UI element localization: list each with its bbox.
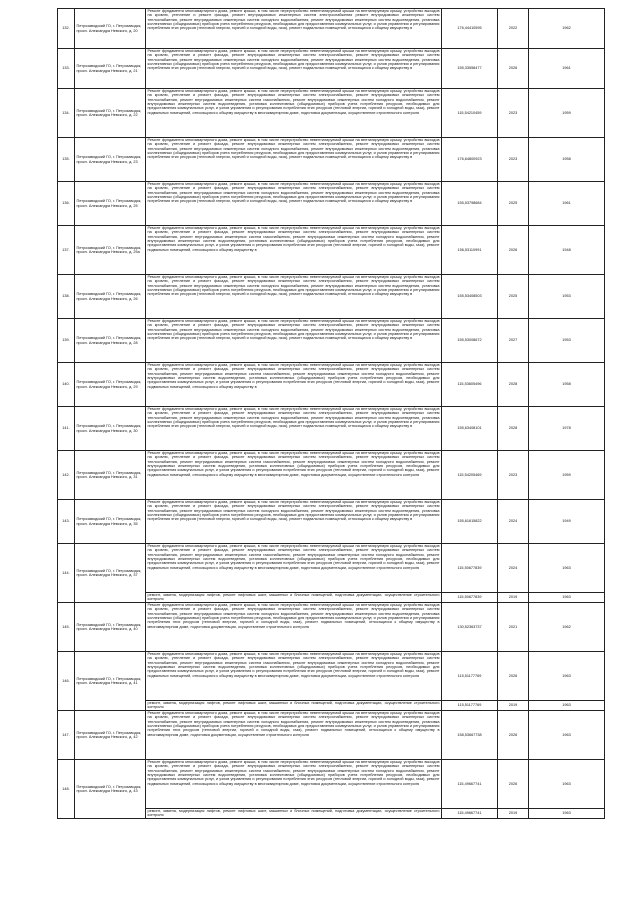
planned-year-cell: 2028 bbox=[498, 363, 529, 407]
table-row bbox=[58, 319, 605, 363]
row-number: 134. bbox=[58, 89, 75, 138]
address-cell: Петрозаводский ГО, г. Петрозаводск, просп. Александра Невского, д. 25а bbox=[75, 226, 146, 275]
work-description-cell: Ремонт фундамента многоквартирного дома, ремонт крыши, в том числе переустройство невентилируемой крыши на вентилируемую крышу, устройство выходов на кровлю, утепление и ремонт фасада, ремонт внутридомовых инженерных систем электроснабжения ремонт внутридомовых инженерных систем теплоснабжения, ремонт внутридомовых инженерных систем холодного водоснабжения, ремонт внутридомовых инженерных систем водоотведения, установка коллективных (общедомовых) приборов учета потребления ресурсов, необходимых для предоставления коммунальных услуг, и узлов управления и регулирования потребления этих ресурсов (тепловой энергии, горячей и холодной воды, газа), ремонт подвальных помещений, относящихся к общему имуществу в bbox=[146, 9, 442, 49]
cost-cell: 115,51177769 bbox=[442, 701, 498, 711]
work-description-cell: Ремонт фундамента многоквартирного дома, ремонт крыши, в том числе переустройство невентилируемой крыши на вентилируемую крышу, устройство выходов на кровлю, утепление и ремонт фасада, ремонт внутридомовых инженерных систем электроснабжения, ремонт внутридомовых инженерных систем теплоснабжения, ремонт внутридомовых инженерных систем газоснабжения, ремонт внутридомовых инженерных систем холодного водоснабжения, ремонт внутридомовых инженерных систем водоотведения, установка коллективных (общедомовых) приборов учета потребления ресурсов, необходимых для предоставления коммунальных услуг, и узлов управления и регулирования потребления этих ресурсов (тепловой энергии, горячей и холодной воды, газа), ремонт подвальных помещений, относящихся к общему имуществу в многоквартирном доме, подготовка документации, осуществление строительного контроля bbox=[146, 544, 442, 593]
cost-cell: 115,50677839 bbox=[442, 544, 498, 593]
table-row bbox=[58, 451, 605, 500]
planned-year-cell: 2019 bbox=[498, 809, 529, 819]
address-cell: Петрозаводский ГО, г. Петрозаводск, просп. Александра Невского, д. 31 bbox=[75, 451, 146, 500]
cost-cell: 156,53110991 bbox=[442, 226, 498, 275]
cost-cell: 115,49667741 bbox=[442, 809, 498, 819]
row-number: 144. bbox=[58, 544, 75, 603]
table-row bbox=[58, 275, 605, 319]
planned-year-cell: 2022 bbox=[498, 9, 529, 49]
table-row bbox=[58, 182, 605, 226]
work-description-cell: Ремонт фундамента многоквартирного дома, ремонт крыши, в том числе переустройство невентилируемой крыши на вентилируемую крышу, устройство выходов на кровлю, утепление и ремонт фасада, ремонт внутридомовых инженерных систем электроснабжения, ремонт внутридомовых инженерных систем теплоснабжения, ремонт внутридомовых инженерных систем холодного водоснабжения, ремонт внутридомовых инженерных систем водоотведения, установка коллективных (общедомовых) приборов учета потребления ресурсов, необходимых для предоставления коммунальных услуг, и узлов управления и регулирования потребления этих ресурсов (тепловой энергии, горячей и холодной воды, газа), ремонт подвальных помещений, относящихся к общему имуществу в bbox=[146, 182, 442, 226]
table-row bbox=[58, 603, 605, 652]
work-description-cell: Ремонт фундамента многоквартирного дома, ремонт крыши, в том числе переустройство невентилируемой крыши на вентилируемую крышу, устройство выходов на кровлю, утепление и ремонт фасада, ремонт внутридомовых инженерных систем электроснабжения, ремонт внутридомовых инженерных систем теплоснабжения, ремонт внутридомовых инженерных систем холодного водоснабжения, ремонт внутридомовых инженерных систем водоотведения, установка коллективных (общедомовых) приборов учета потребления ресурсов, необходимых для предоставления коммунальных услуг, и узлов управления и регулирования потребления этих ресурсов (тепловой энергии, горячей и холодной воды, газа), ремонт подвальных помещений, относящихся к общему имуществу в bbox=[146, 500, 442, 544]
row-number: 148. bbox=[58, 760, 75, 819]
work-description-cell: Ремонт фундамента многоквартирного дома, ремонт крыши, в том числе переустройство невентилируемой крыши на вентилируемую крышу, устройство выходов на кровлю, утепление и ремонт фасада, ремонт внутридомовых инженерных систем электроснабжения, ремонт внутридомовых инженерных систем теплоснабжения, ремонт внутридомовых инженерных систем холодного водоснабжения, ремонт внутридомовых инженерных систем водоотведения, установка коллективных (общедомовых) приборов учета потребления ресурсов, необходимых для предоставления коммунальных услуг, и узлов управления и регулирования потребления этих ресурсов (тепловой энергии, горячей и холодной воды, газа), ремонт подвальных помещений, относящихся к общему имуществу в bbox=[146, 275, 442, 319]
table-row bbox=[58, 138, 605, 182]
planned-year-cell: 2025 bbox=[498, 182, 529, 226]
work-description-cell: Ремонт фундамента многоквартирного дома, ремонт крыши, в том числе переустройство невентилируемой крыши на вентилируемую крышу, устройство выходов на кровлю, утепление и ремонт фасада, ремонт внутридомовых инженерных систем электроснабжения, ремонт внутридомовых инженерных систем теплоснабжения, ремонт внутридомовых инженерных систем газоснабжения, ремонт внутридомовых инженерных систем холодного водоснабжения, ремонт внутридомовых инженерных систем водоотведения, установка коллективных (общедомовых) приборов учета потребления ресурсов, необходимых для предоставления коммунальных услуг, и узлов управления и регулирования потребления этих ресурсов (тепловой энергии, горячей и холодной воды, газа), ремонт подвальных помещений, относящихся к общему имуществу в bbox=[146, 226, 442, 275]
work-description-cell: Ремонт фундамента многоквартирного дома, ремонт крыши, в том числе переустройство невентилируемой крыши на вентилируемую крышу, устройство выходов на кровлю, утепление и ремонт фасада, ремонт внутридомовых инженерных систем электроснабжения, ремонт внутридомовых инженерных систем теплоснабжения, ремонт внутридомовых инженерных систем газоснабжения, ремонт внутридомовых инженерных систем холодного водоснабжения, ремонт внутридомовых инженерных систем водоотведения, установка коллективных (общедомовых) приборов учета потребления ресурсов, необходимых для предоставления коммунальных услуг, и узлов управления и регулирования потребления этих ресурсов (тепловой энергии, горячей и холодной воды, газа), ремонт подвальных помещений, относящихся к общему имуществу в многоквартирном доме, подготовка документации, осуществление строительного контроля bbox=[146, 760, 442, 809]
table-row bbox=[58, 226, 605, 275]
build-year-cell: 1949 bbox=[529, 500, 605, 544]
address-cell: Петрозаводский ГО, г. Петрозаводск, просп. Александра Невского, д. 26 bbox=[75, 275, 146, 319]
address-cell: Петрозаводский ГО, г. Петрозаводск, просп. Александра Невского, д. 21 bbox=[75, 49, 146, 89]
cost-cell: 115,50677839 bbox=[442, 593, 498, 603]
build-year-cell: 1963 bbox=[529, 544, 605, 593]
build-year-cell: 1953 bbox=[529, 275, 605, 319]
planned-year-cell: 2023 bbox=[498, 89, 529, 138]
planned-year-cell: 2026 bbox=[498, 49, 529, 89]
work-description-cell: Ремонт фундамента многоквартирного дома, ремонт крыши, в том числе переустройство невентилируемой крыши на вентилируемую крышу, устройство выходов на кровлю, утепление и ремонт фасада, ремонт внутридомовых инженерных систем электроснабжения, ремонт внутридомовых инженерных систем теплоснабжения, ремонт внутридомовых инженерных систем газоснабжения, ремонт внутридомовых инженерных систем холодного водоснабжения, ремонт внутридомовых инженерных систем водоотведения, установка коллективных (общедомовых) приборов учета потребления ресурсов, необходимых для предоставления коммунальных услуг, и узлов управления и регулирования потребления этих ресурсов (тепловой энергии, горячей и холодной воды, газа), ремонт подвальных помещений, относящихся к общему имуществу в многоквартирном доме, подготовка документации, осуществление строительного контроля bbox=[146, 451, 442, 500]
row-number: 132. bbox=[58, 9, 75, 49]
row-number: 146. bbox=[58, 652, 75, 711]
repair-program-table bbox=[57, 8, 605, 819]
table-row bbox=[58, 652, 605, 701]
table-row bbox=[58, 760, 605, 809]
table-row bbox=[58, 363, 605, 407]
cost-cell: 155,63408101 bbox=[442, 407, 498, 451]
table-row bbox=[58, 407, 605, 451]
build-year-cell: 1961 bbox=[529, 49, 605, 89]
planned-year-cell: 2027 bbox=[498, 319, 529, 363]
row-number: 137. bbox=[58, 226, 75, 275]
build-year-cell: 1963 bbox=[529, 760, 605, 809]
row-number: 147. bbox=[58, 711, 75, 760]
work-description-cell: ремонт, замена, модернизация лифтов, ремонт лифтовых шахт, машинных и блочных помещений, подготовка документации, осуществление строительного контроля bbox=[147, 809, 440, 818]
planned-year-cell: 2023 bbox=[498, 451, 529, 500]
planned-year-cell: 2026 bbox=[498, 652, 529, 701]
cost-cell: 115,49667741 bbox=[442, 760, 498, 809]
build-year-cell: 1959 bbox=[529, 89, 605, 138]
row-number: 145. bbox=[58, 603, 75, 652]
row-number: 133. bbox=[58, 49, 75, 89]
build-year-cell: 1963 bbox=[529, 711, 605, 760]
cost-cell: 115,53605496 bbox=[442, 363, 498, 407]
build-year-cell: 1963 bbox=[529, 701, 605, 711]
planned-year-cell: 2026 bbox=[498, 760, 529, 809]
build-year-cell: 1953 bbox=[529, 319, 605, 363]
work-description-cell: Ремонт фундамента многоквартирного дома, ремонт крыши, в том числе переустройство невентилируемой крыши на вентилируемую крышу, устройство выходов на кровлю, утепление и ремонт фасада, ремонт внутридомовых инженерных систем электроснабжения, ремонт внутридомовых инженерных систем теплоснабжения, ремонт внутридомовых инженерных систем холодного водоснабжения, ремонт внутридомовых инженерных систем водоотведения, установка коллективных (общедомовых) приборов учета потребления ресурсов, необходимых для предоставления коммунальных услуг, и узлов управления и регулирования потребления этих ресурсов (тепловой энергии, горячей и холодной воды, газа), ремонт подвальных помещений, относящихся к общему имуществу в многоквартирном доме, подготовка документации, осуществление строительного контроля bbox=[146, 711, 442, 760]
row-number: 143. bbox=[58, 500, 75, 544]
cost-cell: 155,53798684 bbox=[442, 182, 498, 226]
work-description-cell: ремонт, замена, модернизация лифтов, ремонт лифтовых шахт, машинных и блочных помещений, подготовка документации, осуществление строительного контроля bbox=[147, 701, 440, 710]
build-year-cell: 1961 bbox=[529, 182, 605, 226]
work-description-cell: Ремонт фундамента многоквартирного дома, ремонт крыши, в том числе переустройство невентилируемой крыши на вентилируемую крышу, устройство выходов на кровлю, утепление и ремонт фасада, ремонт внутридомовых инженерных систем электроснабжения, ремонт внутридомовых инженерных систем теплоснабжения, ремонт внутридомовых инженерных систем холодного водоснабжения, ремонт внутридомовых инженерных систем водоотведения, установка коллективных (общедомовых) приборов учета потребления ресурсов, необходимых для предоставления коммунальных услуг, и узлов управления и регулирования потребления этих ресурсов (тепловой энергии, горячей и холодной воды, газа), ремонт подвальных помещений, относящихся к общему имуществу в многоквартирном доме, подготовка документации, осуществление строительного контроля bbox=[146, 603, 442, 652]
address-cell: Петрозаводский ГО, г. Петрозаводск, просп. Александра Невского, д. 29 bbox=[75, 363, 146, 407]
cost-cell: 176,64800923 bbox=[442, 138, 498, 182]
build-year-cell: 1963 bbox=[529, 593, 605, 603]
work-description-cell: Ремонт фундамента многоквартирного дома, ремонт крыши, в том числе переустройство невентилируемой крыши на вентилируемую крышу, устройство выходов на кровлю, утепление и ремонт фасада, ремонт внутридомовых инженерных систем электроснабжения, ремонт внутридомовых инженерных систем теплоснабжения, ремонт внутридомовых инженерных систем газоснабжения, ремонт внутридомовых инженерных систем холодного водоснабжения, ремонт внутридомовых инженерных систем водоотведения, установка коллективных (общедомовых) приборов учета потребления ресурсов, необходимых для предоставления коммунальных услуг, и узлов управления и регулирования потребления этих ресурсов (тепловой энергии, горячей и холодной воды, газа), ремонт подвальных помещений, относящихся к общему имуществу в bbox=[146, 363, 442, 407]
row-number: 135. bbox=[58, 138, 75, 182]
build-year-cell: 1962 bbox=[529, 603, 605, 652]
address-cell: Петрозаводский ГО, г. Петрозаводск, просп. Александра Невского, д. 25 bbox=[75, 182, 146, 226]
work-description-cell: Ремонт фундамента многоквартирного дома, ремонт крыши, в том числе переустройство невентилируемой крыши на вентилируемую крышу, устройство выходов на кровлю, утепление и ремонт фасада, ремонт внутридомовых инженерных систем электроснабжения, ремонт внутридомовых инженерных систем теплоснабжения, ремонт внутридомовых инженерных систем холодного водоснабжения, ремонт внутридомовых инженерных систем водоотведения, установка коллективных (общедомовых) приборов учета потребления ресурсов, необходимых для предоставления коммунальных услуг, и узлов управления и регулирования потребления этих ресурсов (тепловой энергии, горячей и холодной воды, газа), ремонт подвальных помещений, относящихся к общему имуществу в bbox=[146, 407, 442, 451]
address-cell: Петрозаводский ГО, г. Петрозаводск, просп. Александра Невского, д. 28 bbox=[75, 319, 146, 363]
cost-cell: 115,54210459 bbox=[442, 89, 498, 138]
document-page bbox=[57, 8, 604, 819]
cost-cell: 158,53667738 bbox=[442, 711, 498, 760]
build-year-cell: 1958 bbox=[529, 138, 605, 182]
build-year-cell: 1959 bbox=[529, 451, 605, 500]
table-row bbox=[58, 711, 605, 760]
table-row bbox=[58, 544, 605, 593]
row-number: 140. bbox=[58, 363, 75, 407]
cost-cell: 115,54205469 bbox=[442, 451, 498, 500]
work-description-cell: Ремонт фундамента многоквартирного дома, ремонт крыши, в том числе переустройство невентилируемой крыши на вентилируемую крышу, устройство выходов на кровлю, утепление и ремонт фасада, ремонт внутридомовых инженерных систем электроснабжения, ремонт внутридомовых инженерных систем теплоснабжения, ремонт внутридомовых инженерных систем газоснабжения, ремонт внутридомовых инженерных систем холодного водоснабжения, ремонт внутридомовых инженерных систем водоотведения, установка коллективных (общедомовых) приборов учета потребления ресурсов, необходимых для предоставления коммунальных услуг, и узлов управления и регулирования потребления этих ресурсов (тепловой энергии, горячей и холодной воды, газа), ремонт подвальных помещений, относящихся к общему имуществу в многоквартирном доме, подготовка документации, осуществление строительного контроля bbox=[146, 89, 442, 138]
address-cell: Петрозаводский ГО, г. Петрозаводск, просп. Александра Невского, д. 37 bbox=[75, 544, 146, 603]
planned-year-cell: 2021 bbox=[498, 603, 529, 652]
work-description-cell: Ремонт фундамента многоквартирного дома, ремонт крыши, в том числе переустройство невентилируемой крыши на вентилируемую крышу, устройство выходов на кровлю, утепление и ремонт фасада, ремонт внутридомовых инженерных систем электроснабжения, ремонт внутридомовых инженерных систем теплоснабжения, ремонт внутридомовых инженерных систем холодного водоснабжения, ремонт внутридомовых инженерных систем водоотведения, установка коллективных (общедомовых) приборов учета потребления ресурсов, необходимых для предоставления коммунальных услуг, и узлов управления и регулирования потребления этих ресурсов (тепловой энергии, горячей и холодной воды, газа), ремонт подвальных помещений, относящихся к общему имуществу в bbox=[146, 319, 442, 363]
address-cell: Петрозаводский ГО, г. Петрозаводск, просп. Александра Невского, д. 43 bbox=[75, 760, 146, 819]
table-row bbox=[58, 9, 605, 49]
address-cell: Петрозаводский ГО, г. Петрозаводск, просп. Александра Невского, д. 23 bbox=[75, 138, 146, 182]
row-number: 139. bbox=[58, 319, 75, 363]
build-year-cell: 1958 bbox=[529, 363, 605, 407]
work-description-cell: Ремонт фундамента многоквартирного дома, ремонт крыши, в том числе переустройство невентилируемой крыши на вентилируемую крышу, устройство выходов на кровлю, утепление и ремонт фасада, ремонт внутридомовых инженерных систем электроснабжения, ремонт внутридомовых инженерных систем теплоснабжения, ремонт внутридомовых инженерных систем холодного водоснабжения, ремонт внутридомовых инженерных систем водоотведения, установка коллективных (общедомовых) приборов учета потребления ресурсов, необходимых для предоставления коммунальных услуг, и узлов управления и регулирования потребления этих ресурсов (тепловой энергии, горячей и холодной воды, газа), ремонт подвальных помещений, относящихся к общему имуществу в bbox=[146, 49, 442, 89]
planned-year-cell: 2024 bbox=[498, 500, 529, 544]
address-cell: Петрозаводский ГО, г. Петрозаводск, просп. Александра Невского, д. 41 bbox=[75, 652, 146, 711]
address-cell: Петрозаводский ГО, г. Петрозаводск, просп. Александра Невского, д. 30 bbox=[75, 407, 146, 451]
address-cell: Петрозаводский ГО, г. Петрозаводск, просп. Александра Невского, д. 42 bbox=[75, 711, 146, 760]
work-description-cell: ремонт, замена, модернизация лифтов, ремонт лифтовых шахт, машинных и блочных помещений, подготовка документации, осуществление строительного контроля bbox=[147, 593, 440, 602]
build-year-cell: 1963 bbox=[529, 652, 605, 701]
cost-cell: 155,33558477 bbox=[442, 49, 498, 89]
address-cell: Петрозаводский ГО, г. Петрозаводск, просп. Александра Невского, д. 40 bbox=[75, 603, 146, 652]
cost-cell: 130,52363737 bbox=[442, 603, 498, 652]
address-cell: Петрозаводский ГО, г. Петрозаводск, просп. Александра Невского, д. 35 bbox=[75, 500, 146, 544]
planned-year-cell: 2028 bbox=[498, 407, 529, 451]
build-year-cell: 1978 bbox=[529, 407, 605, 451]
table-body bbox=[58, 9, 605, 819]
cost-cell: 115,51177769 bbox=[442, 652, 498, 701]
table-row bbox=[58, 500, 605, 544]
cost-cell: 155,53408503 bbox=[442, 275, 498, 319]
planned-year-cell: 2019 bbox=[498, 701, 529, 711]
work-description-cell: Ремонт фундамента многоквартирного дома, ремонт крыши, в том числе переустройство невентилируемой крыши на вентилируемую крышу, устройство выходов на кровлю, утепление и ремонт фасада, ремонт внутридомовых инженерных систем электроснабжения, ремонт внутридомовых инженерных систем теплоснабжения, ремонт внутридомовых инженерных систем холодного водоснабжения, ремонт внутридомовых инженерных систем водоотведения, установка коллективных (общедомовых) приборов учета потребления ресурсов, необходимых для предоставления коммунальных услуг, и узлов управления и регулирования потребления этих ресурсов (тепловой энергии, горячей и холодной воды, газа), ремонт подвальных помещений, относящихся к общему имуществу в bbox=[146, 138, 442, 182]
build-year-cell: 1962 bbox=[529, 9, 605, 49]
work-description-cell: Ремонт фундамента многоквартирного дома, ремонт крыши, в том числе переустройство невентилируемой крыши на вентилируемую крышу, устройство выходов на кровлю, утепление и ремонт фасада, ремонт внутридомовых инженерных систем электроснабжения, ремонт внутридомовых инженерных систем теплоснабжения, ремонт внутридомовых инженерных систем газоснабжения, ремонт внутридомовых инженерных систем холодного водоснабжения, ремонт внутридомовых инженерных систем водоотведения, установка коллективных (общедомовых) приборов учета потребления ресурсов, необходимых для предоставления коммунальных услуг, и узлов управления и регулирования потребления этих ресурсов (тепловой энергии, горячей и холодной воды, газа), ремонт подвальных помещений, относящихся к общему имуществу в многоквартирном доме, подготовка документации, осуществление строительного контроля bbox=[146, 652, 442, 701]
address-cell: Петрозаводский ГО, г. Петрозаводск, просп. Александра Невского, д. 22 bbox=[75, 89, 146, 138]
planned-year-cell: 2024 bbox=[498, 544, 529, 593]
planned-year-cell: 2025 bbox=[498, 275, 529, 319]
address-cell: Петрозаводский ГО, г. Петрозаводск, просп. Александра Невского, д. 20 bbox=[75, 9, 146, 49]
build-year-cell: 1963 bbox=[529, 809, 605, 819]
row-number: 142. bbox=[58, 451, 75, 500]
row-number: 141. bbox=[58, 407, 75, 451]
planned-year-cell: 2019 bbox=[498, 593, 529, 603]
planned-year-cell: 2023 bbox=[498, 138, 529, 182]
row-number: 138. bbox=[58, 275, 75, 319]
table-row bbox=[58, 49, 605, 89]
planned-year-cell: 2026 bbox=[498, 226, 529, 275]
cost-cell: 155,61615822 bbox=[442, 500, 498, 544]
planned-year-cell: 2026 bbox=[498, 711, 529, 760]
cost-cell: 155,53008672 bbox=[442, 319, 498, 363]
cost-cell: 176,44410595 bbox=[442, 9, 498, 49]
build-year-cell: 1948 bbox=[529, 226, 605, 275]
row-number: 136. bbox=[58, 182, 75, 226]
table-row bbox=[58, 89, 605, 138]
